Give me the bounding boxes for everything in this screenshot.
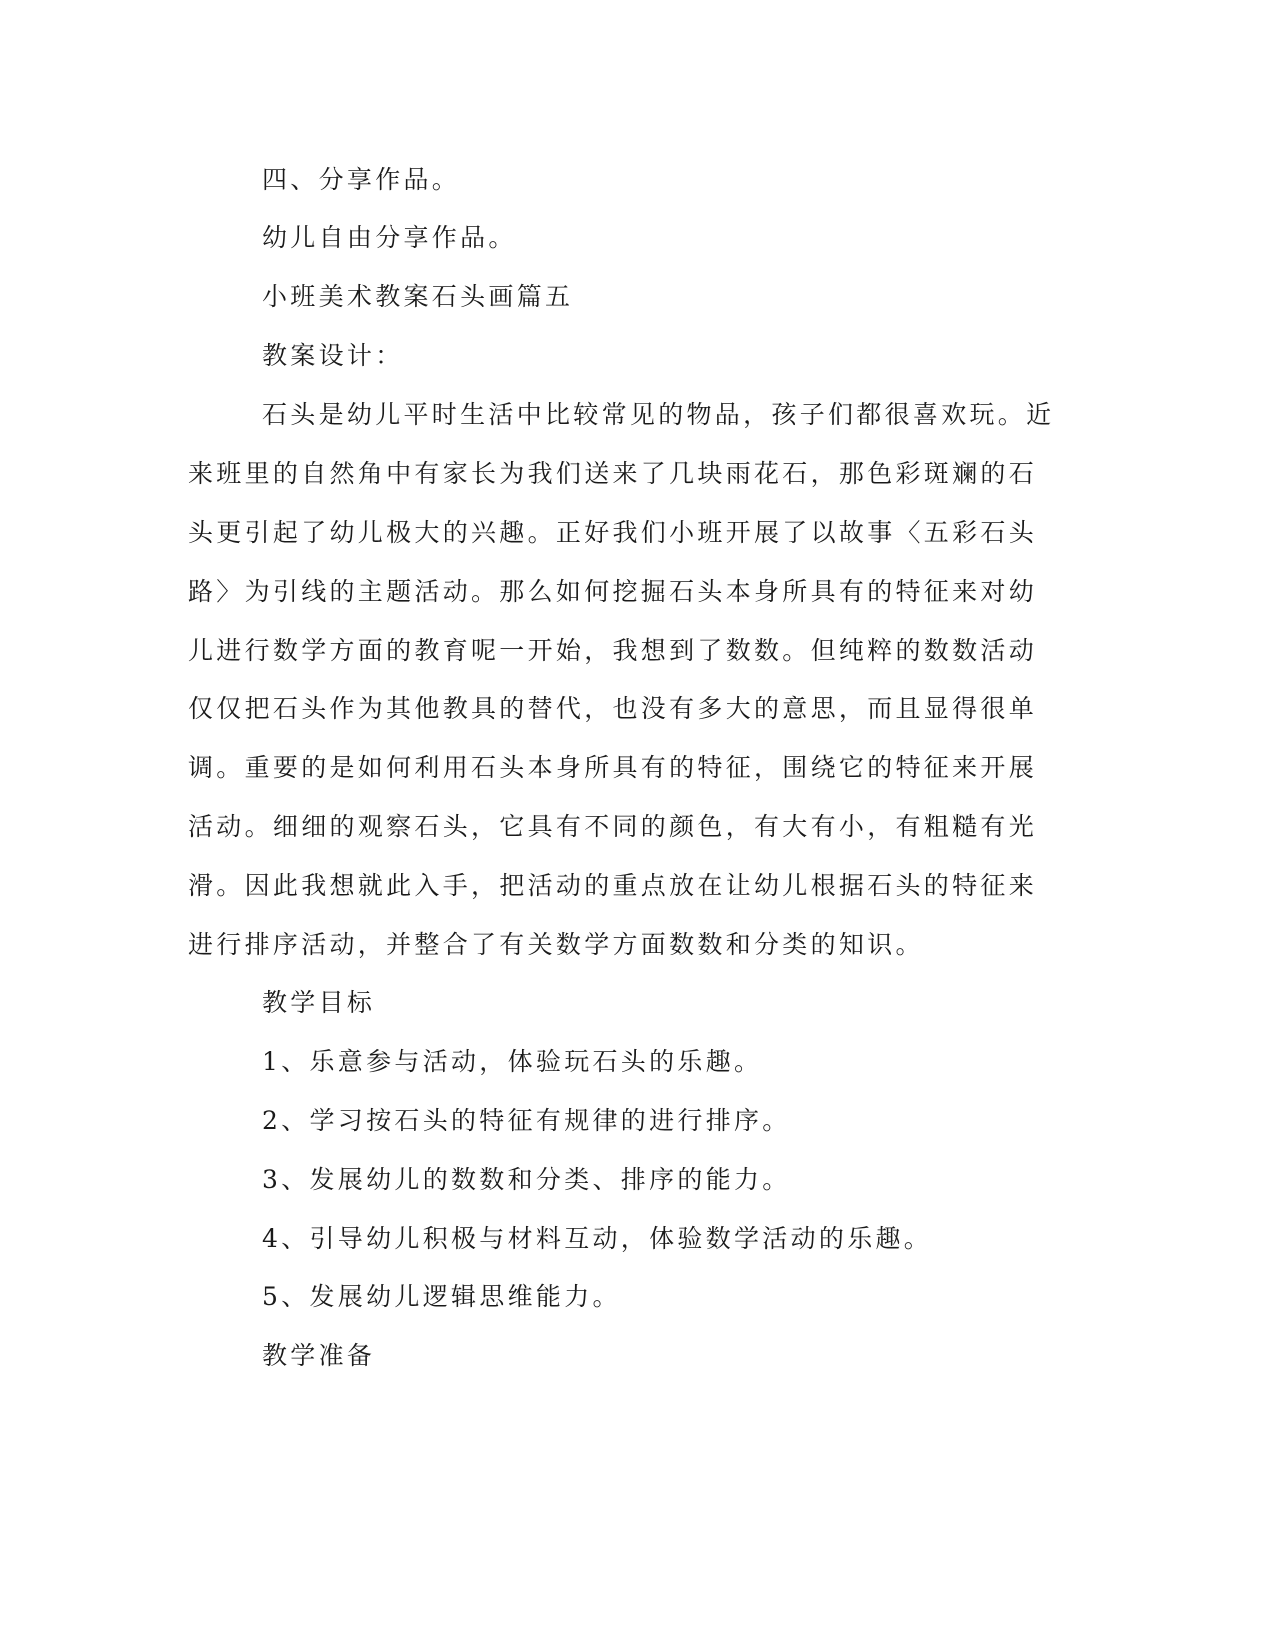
paragraph-line: 幼儿自由分享作品。 bbox=[262, 223, 517, 252]
paragraph-line: 调。重要的是如何利用石头本身所具有的特征，围绕它的特征来开展 bbox=[188, 753, 1038, 782]
paragraph-line: 仅仅把石头作为其他教具的替代，也没有多大的意思，而且显得很单 bbox=[188, 694, 1038, 723]
section-heading-share-works: 四、分享作品。 bbox=[262, 165, 461, 194]
paragraph-line: 石头是幼儿平时生活中比较常见的物品，孩子们都很喜欢玩。近 bbox=[262, 400, 1055, 429]
paragraph-line: 来班里的自然角中有家长为我们送来了几块雨花石，那色彩斑斓的石 bbox=[188, 459, 1038, 488]
lesson-title: 小班美术教案石头画篇五 bbox=[262, 282, 574, 311]
goal-item: 4、引导幼儿积极与材料互动，体验数学活动的乐趣。 bbox=[262, 1224, 933, 1253]
paragraph-line: 活动。细细的观察石头，它具有不同的颜色，有大有小，有粗糙有光 bbox=[188, 812, 1038, 841]
section-heading-design: 教案设计： bbox=[262, 341, 404, 370]
goal-item: 3、发展幼儿的数数和分类、排序的能力。 bbox=[262, 1165, 791, 1194]
paragraph-line: 滑。因此我想就此入手，把活动的重点放在让幼儿根据石头的特征来 bbox=[188, 871, 1038, 900]
paragraph-line: 儿进行数学方面的教育呢一开始，我想到了数数。但纯粹的数数活动 bbox=[188, 636, 1038, 665]
goal-item: 2、学习按石头的特征有规律的进行排序。 bbox=[262, 1106, 791, 1135]
goal-item: 1、乐意参与活动，体验玩石头的乐趣。 bbox=[262, 1047, 763, 1076]
paragraph-line: 路〉为引线的主题活动。那么如何挖掘石头本身所具有的特征来对幼 bbox=[188, 577, 1038, 606]
section-heading-goals: 教学目标 bbox=[262, 988, 376, 1017]
paragraph-line: 进行排序活动，并整合了有关数学方面数数和分类的知识。 bbox=[188, 930, 924, 959]
section-heading-preparation: 教学准备 bbox=[262, 1341, 376, 1370]
goal-item: 5、发展幼儿逻辑思维能力。 bbox=[262, 1282, 621, 1311]
paragraph-line: 头更引起了幼儿极大的兴趣。正好我们小班开展了以故事〈五彩石头 bbox=[188, 518, 1038, 547]
